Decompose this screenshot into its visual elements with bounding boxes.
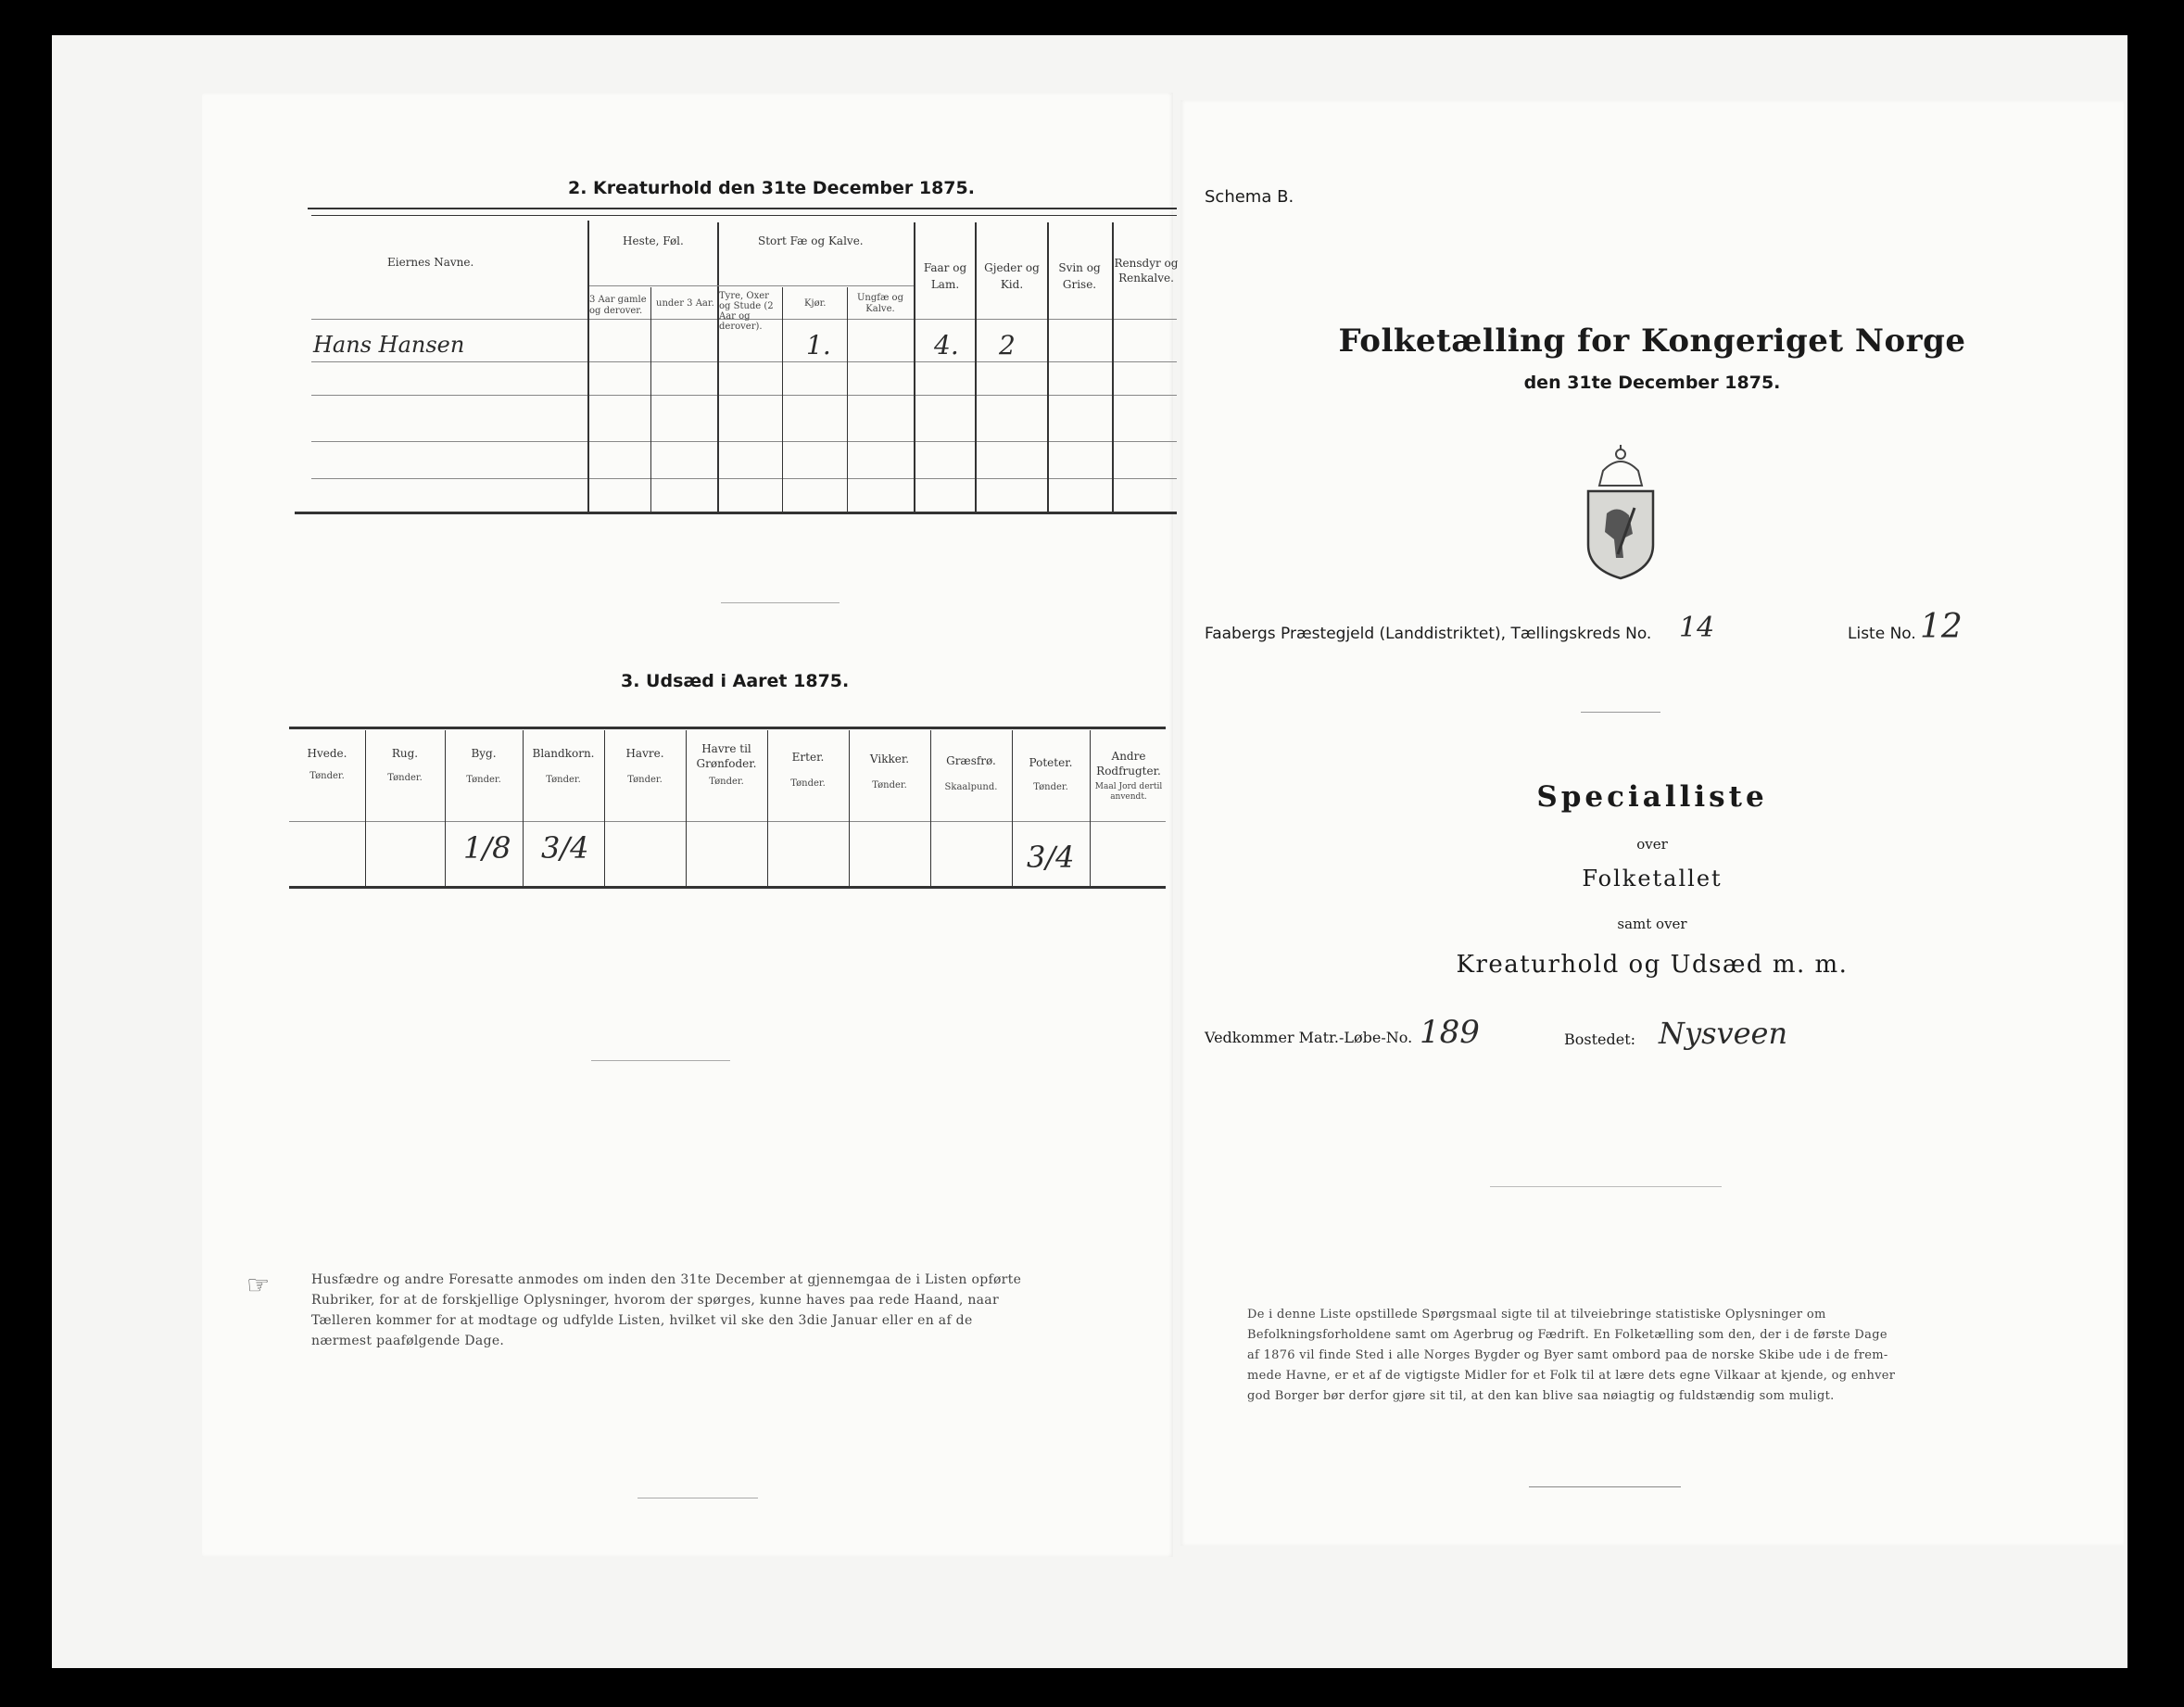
- unit-havre: Tønder.: [627, 775, 663, 785]
- section3-title: 3. Udsæd i Aaret 1875.: [621, 671, 850, 691]
- note-line: Husfædre og andre Foresatte anmodes om inden den 31te December at gjennemgaa de i Listen opførte: [311, 1272, 1022, 1287]
- over-text: over: [1636, 836, 1668, 853]
- coat-of-arms-icon: [1581, 443, 1660, 580]
- unit-poteter: Tønder.: [1033, 782, 1068, 792]
- scan-background: [52, 35, 2127, 1668]
- header-gjeder: Gjeder og Kid.: [984, 261, 1040, 291]
- poteter-value: 3/4: [1027, 840, 1075, 875]
- note-line: nærmest paafølgende Dage.: [311, 1334, 505, 1348]
- unit-byg: Tønder.: [466, 775, 501, 785]
- matr-label: Vedkommer Matr.-Løbe-No.: [1205, 1029, 1413, 1046]
- left-page: [202, 93, 1179, 1557]
- info-line: af 1876 vil finde Sted i alle Norges Bygder og Byer samt ombord paa de norske Skibe ude i de frem-: [1247, 1348, 1888, 1362]
- col-blandkorn: Blandkorn.: [532, 747, 595, 760]
- byg-value: 1/8: [463, 830, 511, 866]
- header-heste-a: 3 Aar gamle og derover.: [589, 295, 647, 316]
- blandkorn-value: 3/4: [541, 830, 589, 866]
- unit-andre: Maal Jord dertil anvendt.: [1094, 782, 1163, 802]
- parish-label: Faabergs Præstegjeld (Landdistriktet), Tællingskreds No.: [1205, 625, 1652, 643]
- unit-erter: Tønder.: [790, 778, 826, 789]
- schema-label: Schema B.: [1205, 187, 1294, 207]
- faar-value: 4.: [934, 330, 959, 360]
- samt-over-text: samt over: [1617, 916, 1687, 932]
- info-line: god Borger bør derfor gjøre sit til, at den kan blive saa nøiagtig og fuldstændig som muligt.: [1247, 1389, 1835, 1403]
- liste-label: Liste No.: [1848, 625, 1916, 643]
- folketallet-text: Folketallet: [1582, 866, 1723, 891]
- col-hvede: Hvede.: [307, 747, 347, 760]
- bosted-label: Bostedet:: [1564, 1031, 1636, 1048]
- information-paragraph: [1247, 1305, 1895, 1407]
- kjor-value: 1.: [806, 330, 831, 360]
- col-graesfro: Græsfrø.: [946, 754, 996, 767]
- header-stort-b: Kjør.: [804, 298, 827, 309]
- info-line: mede Havne, er et af de vigtigste Midler for et Folk til at lære dets egne Vilkaar at kjende, og enhver: [1247, 1369, 1896, 1383]
- col-byg: Byg.: [471, 747, 497, 760]
- header-stort: Stort Fæ og Kalve.: [758, 234, 864, 247]
- section2-title: 2. Kreaturhold den 31te December 1875.: [568, 178, 975, 198]
- header-rensdyr: Rensdyr og Renkalve.: [1114, 257, 1179, 284]
- unit-rug: Tønder.: [387, 773, 423, 783]
- info-line: De i denne Liste opstillede Spørgsmaal sigte til at tilveiebringe statistiske Oplysninger om: [1247, 1308, 1826, 1321]
- unit-hvede: Tønder.: [309, 771, 345, 781]
- specialliste-heading: Specialliste: [1536, 780, 1768, 814]
- header-stort-c: Ungfæ og Kalve.: [857, 293, 903, 314]
- right-page: [1180, 100, 2124, 1546]
- owner-name: Hans Hansen: [313, 332, 465, 358]
- kreds-no: 14: [1679, 612, 1715, 644]
- header-heste-b: under 3 Aar.: [656, 298, 714, 309]
- gjeder-value: 2: [999, 330, 1016, 360]
- unit-havre-gronfoder: Tønder.: [709, 777, 744, 787]
- header-svin: Svin og Grise.: [1058, 261, 1101, 291]
- info-line: Befolkningsforholdene samt om Agerbrug og Fædrift. En Folketælling som den, der i de første Dage: [1247, 1328, 1887, 1342]
- bosted-value: Nysveen: [1659, 1016, 1788, 1051]
- note-line: Tælleren kommer for at modtage og udfylde Listen, hvilket vil ske den 3die Januar eller en af de: [311, 1313, 973, 1328]
- note-line: Rubriker, for at de forskjellige Oplysninger, hvorom der spørges, kunne haves paa rede Haand, naar: [311, 1293, 999, 1308]
- main-title: Folketælling for Kongeriget Norge: [1338, 322, 1966, 360]
- col-poteter: Poteter.: [1029, 756, 1073, 769]
- liste-no: 12: [1920, 608, 1963, 646]
- col-havre: Havre.: [625, 747, 664, 760]
- header-heste: Heste, Føl.: [623, 234, 684, 247]
- col-erter: Erter.: [791, 751, 825, 764]
- pointing-hand-icon: ☞: [246, 1270, 271, 1300]
- unit-blandkorn: Tønder.: [546, 775, 581, 785]
- household-note: [311, 1270, 1021, 1351]
- col-vikker: Vikker.: [869, 752, 910, 765]
- col-rug: Rug.: [391, 747, 419, 760]
- header-owner: Eiernes Navne.: [387, 256, 474, 269]
- unit-graesfro: Skaalpund.: [944, 782, 998, 792]
- header-stort-a: Tyre, Oxer og Stude (2 Aar og derover).: [719, 291, 774, 332]
- kreaturhold-text: Kreaturhold og Udsæd m. m.: [1456, 951, 1849, 979]
- title-date: den 31te December 1875.: [1523, 373, 1781, 393]
- col-havre-gronfoder: Havre til Grønfoder.: [696, 742, 757, 770]
- header-faar: Faar og Lam.: [923, 261, 967, 291]
- matr-no: 189: [1420, 1014, 1480, 1051]
- col-andre: Andre Rodfrugter.: [1096, 750, 1161, 778]
- unit-vikker: Tønder.: [872, 780, 907, 790]
